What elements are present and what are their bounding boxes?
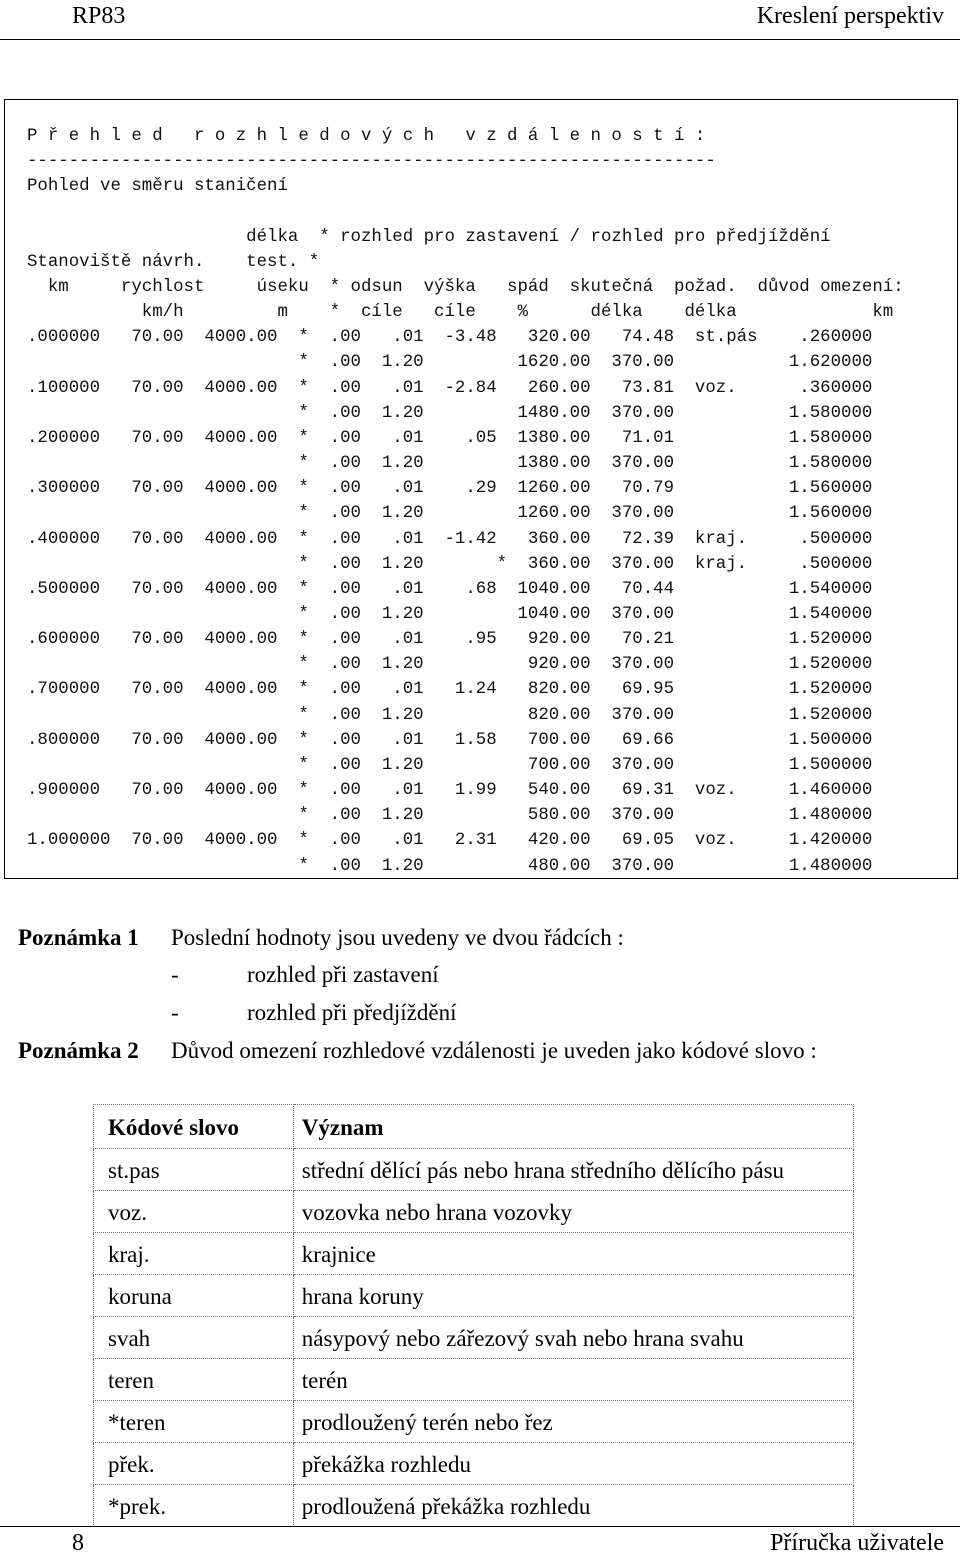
header-chapter-title: Kreslení perspektiv: [756, 3, 944, 29]
listing-line: * .00 1.20 920.00 370.00 1.520000: [27, 655, 873, 675]
code-cell: svah: [94, 1317, 294, 1359]
table-row: [94, 1275, 854, 1317]
header-doc-code: RP83: [72, 3, 126, 29]
note-1-item-1-text: rozhled při zastavení: [247, 962, 439, 987]
listing-line: km rychlost úseku * odsun výška spád skutečná požad. důvod omezení:: [27, 277, 904, 297]
page-header: [0, 0, 960, 40]
table-row: [94, 1359, 854, 1401]
meaning-cell: násypový nebo zářezový svah nebo hrana svahu: [293, 1317, 853, 1359]
header-meaning: Význam: [293, 1105, 853, 1149]
list-dash: -: [171, 1000, 179, 1025]
program-output-listing: [4, 99, 958, 879]
meaning-cell: terén: [293, 1359, 853, 1401]
listing-line: * .00 1.20 1040.00 370.00 1.540000: [27, 604, 873, 624]
listing-line: km/h m * cíle cíle % délka délka km: [27, 303, 894, 323]
meaning-cell: vozovka nebo hrana vozovky: [293, 1191, 853, 1233]
listing-line: .100000 70.00 4000.00 * .00 .01 -2.84 260.00 73.81 voz. .360000: [27, 378, 873, 398]
listing-line: * .00 1.20 700.00 370.00 1.500000: [27, 755, 873, 775]
listing-line: * .00 1.20 820.00 370.00 1.520000: [27, 705, 873, 725]
code-cell: st.pas: [94, 1149, 294, 1191]
table-row: [94, 1149, 854, 1191]
meaning-cell: krajnice: [293, 1233, 853, 1275]
listing-line: ------------------------------------------------------------------: [27, 152, 716, 172]
listing-line: * .00 1.20 * 360.00 370.00 kraj. .500000: [27, 554, 873, 574]
code-cell: *teren: [94, 1401, 294, 1443]
meaning-cell: prodloužený terén nebo řez: [293, 1401, 853, 1443]
meaning-cell: střední dělící pás nebo hrana středního dělícího pásu: [293, 1149, 853, 1191]
note-1-text: Poslední hodnoty jsou uvedeny ve dvou řádcích :: [171, 925, 624, 950]
listing-text: [27, 124, 904, 879]
code-cell: *prek.: [94, 1485, 294, 1527]
listing-line: .600000 70.00 4000.00 * .00 .01 .95 920.00 70.21 1.520000: [27, 630, 873, 650]
code-word-table: [93, 1104, 854, 1527]
list-dash: -: [171, 962, 179, 987]
listing-line: .200000 70.00 4000.00 * .00 .01 .05 1380.00 71.01 1.580000: [27, 428, 873, 448]
listing-line: * .00 1.20 1480.00 370.00 1.580000: [27, 403, 873, 423]
table-row: [94, 1191, 854, 1233]
listing-line: .900000 70.00 4000.00 * .00 .01 1.99 540.00 69.31 voz. 1.460000: [27, 781, 873, 801]
listing-line: .000000 70.00 4000.00 * .00 .01 -3.48 320.00 74.48 st.pás .260000: [27, 328, 873, 348]
listing-line: .700000 70.00 4000.00 * .00 .01 1.24 820.00 69.95 1.520000: [27, 680, 873, 700]
note-2-label: Poznámka 2: [18, 1038, 139, 1063]
listing-line: 1.000000 70.00 4000.00 * .00 .01 2.31 420.00 69.05 voz. 1.420000: [27, 831, 873, 851]
meaning-cell: prodloužená překážka rozhledu: [293, 1485, 853, 1527]
listing-line: * .00 1.20 480.00 370.00 1.480000: [27, 856, 873, 876]
code-cell: kraj.: [94, 1233, 294, 1275]
listing-line: .300000 70.00 4000.00 * .00 .01 .29 1260.00 70.79 1.560000: [27, 479, 873, 499]
listing-line: P ř e h l e d r o z h l e d o v ý c h v z d á l e n o s t í :: [27, 127, 706, 146]
listing-line: .500000 70.00 4000.00 * .00 .01 .68 1040.00 70.44 1.540000: [27, 579, 873, 599]
note-2-text: Důvod omezení rozhledové vzdálenosti je uveden jako kódové slovo :: [171, 1038, 817, 1063]
table-row: [94, 1317, 854, 1359]
code-cell: přek.: [94, 1443, 294, 1485]
note-1-label: Poznámka 1: [18, 925, 139, 950]
listing-line: * .00 1.20 1380.00 370.00 1.580000: [27, 454, 873, 474]
code-cell: koruna: [94, 1275, 294, 1317]
footer-manual-title: Příručka uživatele: [770, 1530, 944, 1555]
meaning-cell: překážka rozhledu: [293, 1443, 853, 1485]
table-row: [94, 1233, 854, 1275]
listing-line: .800000 70.00 4000.00 * .00 .01 1.58 700.00 69.66 1.500000: [27, 730, 873, 750]
listing-line: * .00 1.20 1260.00 370.00 1.560000: [27, 504, 873, 524]
page-footer: [0, 1526, 960, 1555]
listing-line: * .00 1.20 580.00 370.00 1.480000: [27, 806, 873, 826]
page-number: 8: [72, 1530, 84, 1555]
listing-line: délka * rozhled pro zastavení / rozhled pro předjíždění: [27, 227, 831, 247]
listing-line: [27, 199, 904, 224]
meaning-cell: hrana koruny: [293, 1275, 853, 1317]
table-row: [94, 1443, 854, 1485]
code-cell: teren: [94, 1359, 294, 1401]
listing-line: Pohled ve směru staničení: [27, 177, 288, 197]
table-row: [94, 1485, 854, 1527]
listing-line: * .00 1.20 1620.00 370.00 1.620000: [27, 353, 873, 373]
table-header-row: [94, 1105, 854, 1149]
listing-line: Stanoviště návrh. test. *: [27, 252, 320, 272]
listing-line: .400000 70.00 4000.00 * .00 .01 -1.42 360.00 72.39 kraj. .500000: [27, 529, 873, 549]
header-code-word: Kódové slovo: [94, 1105, 294, 1149]
note-1-item-2-text: rozhled při předjíždění: [247, 1000, 457, 1025]
code-cell: voz.: [94, 1191, 294, 1233]
table-row: [94, 1401, 854, 1443]
